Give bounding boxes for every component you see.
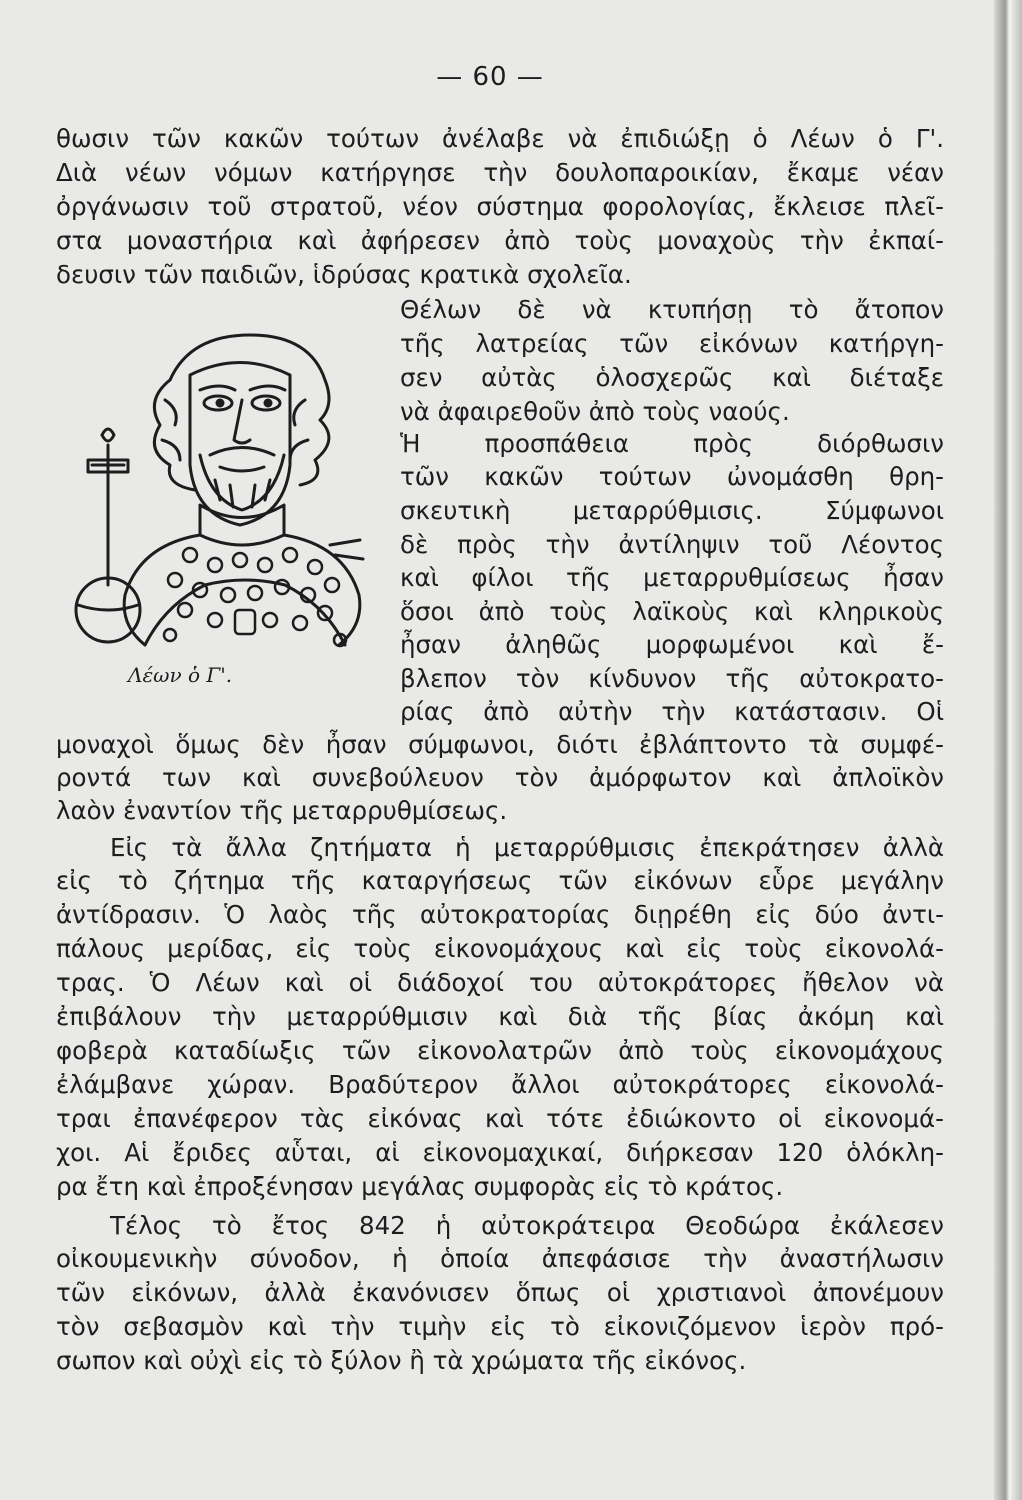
text-line: Εἰς τὰ ἄλλα ζητήματα ἡ μεταρρύθμισις ἐπεκράτησεν ἀλλὰ [110, 833, 944, 862]
text-line: Διὰ νέων νόμων κατήργησε τὴν δουλοπαροικίαν, ἔκαμε νέαν [56, 158, 944, 187]
text-line: σκευτικὴ μεταρρύθμισις. Σύμφωνοι [400, 496, 944, 525]
text-line: εἰς τὸ ζήτημα τῆς καταργήσεως τῶν εἰκόνων εὗρε μεγάλην [56, 866, 944, 895]
text-line: πάλους μερίδας, εἰς τοὺς εἰκονομάχους καὶ εἰς τοὺς εἰκονολά- [56, 934, 944, 963]
text-line: τὸν σεβασμὸν καὶ τὴν τιμὴν εἰς τὸ εἰκονιζόμενον ἱερὸν πρό- [56, 1312, 944, 1341]
text-line: ἦσαν ἀληθῶς μορφωμένοι καὶ ἔ- [400, 630, 944, 659]
page-binding-edge [994, 0, 1022, 1500]
text-line: μοναχοὶ ὅμως δὲν ἦσαν σύμφωνοι, διότι ἐβλάπτοντο τὰ συμφέ- [56, 730, 944, 759]
text-line: τῶν εἰκόνων, ἀλλὰ ἐκανόνισεν ὅπως οἱ χριστιανοὶ ἀπονέμουν [56, 1278, 944, 1307]
text-line: ἀντίδρασιν. Ὁ λαὸς τῆς αὐτοκρατορίας διῃρέθη εἰς δύο ἀντι- [56, 900, 944, 929]
text-line: δὲ πρὸς τὴν ἀντίληψιν τοῦ Λέοντος [400, 530, 944, 559]
text-line: ἐλάμβανε χώραν. Βραδύτερον ἄλλοι αὐτοκράτορες εἰκονολά- [56, 1070, 944, 1099]
text-line: θωσιν τῶν κακῶν τούτων ἀνέλαβε νὰ ἐπιδιώξῃ ὁ Λέων ὁ Γ'. [56, 124, 944, 153]
text-line: νὰ ἀφαιρεθοῦν ἀπὸ τοὺς ναούς. [400, 397, 790, 426]
text-line: σεν αὐτὰς ὁλοσχερῶς καὶ διέταξε [400, 363, 944, 392]
text-line: ρίας ἀπὸ αὐτὴν τὴν κατάστασιν. Οἱ [400, 697, 944, 726]
text-line: ὀργάνωσιν τοῦ στρατοῦ, νέον σύστημα φορολογίας, ἔκλεισε πλεῖ- [56, 192, 944, 221]
text-line: Θέλων δὲ νὰ κτυπήσῃ τὸ ἄτοπον [400, 295, 944, 324]
illustration-caption: Λέων ὁ Γ'. [128, 663, 233, 687]
text-line: σωπον καὶ οὐχὶ εἰς τὸ ξύλον ἢ τὰ χρώματα τῆς εἰκόνος. [56, 1346, 747, 1375]
text-line: τῶν κακῶν τούτων ὠνομάσθη θρη- [400, 462, 944, 491]
text-line: βλεπον τὸν κίνδυνον τῆς αὐτοκρατο- [400, 664, 944, 693]
leo-iii-portrait-illustration [70, 305, 380, 675]
text-line: ρα ἔτη καὶ ἐπροξένησαν μεγάλας συμφορὰς εἰς τὸ κράτος. [56, 1172, 784, 1201]
text-line: ἐπιβάλουν τὴν μεταρρύθμισιν καὶ διὰ τῆς βίας ἀκόμη καὶ [56, 1002, 944, 1031]
text-line: Τέλος τὸ ἔτος 842 ἡ αὐτοκράτειρα Θεοδώρα ἐκάλεσεν [110, 1211, 944, 1240]
text-line: χοι. Αἱ ἔριδες αὗται, αἱ εἰκονομαχικαί, διήρκεσαν 120 ὁλόκλη- [56, 1138, 944, 1167]
text-line: ὅσοι ἀπὸ τοὺς λαϊκοὺς καὶ κληρικοὺς [400, 597, 944, 626]
text-line: τραι ἐπανέφερον τὰς εἰκόνας καὶ τότε ἐδιώκοντο οἱ εἰκονομά- [56, 1104, 944, 1133]
text-line: Ἡ προσπάθεια πρὸς διόρθωσιν [400, 429, 944, 458]
text-line: λαὸν ἐναντίον τῆς μεταρρυθμίσεως. [56, 796, 508, 825]
text-line: τῆς λατρείας τῶν εἰκόνων κατήργη- [400, 329, 944, 358]
text-line: δευσιν τῶν παιδιῶν, ἱδρύσας κρατικὰ σχολεῖα. [56, 260, 632, 289]
text-line: ροντά των καὶ συνεβούλευον τὸν ἀμόρφωτον καὶ ἀπλοϊκὸν [56, 763, 944, 792]
text-line: φοβερὰ καταδίωξις τῶν εἰκονολατρῶν ἀπὸ τοὺς εἰκονομάχους [56, 1036, 944, 1065]
text-line: στα μοναστήρια καὶ ἀφήρεσεν ἀπὸ τοὺς μοναχοὺς τὴν ἐκπαί- [56, 226, 944, 255]
page-number: — 60 — [436, 62, 544, 92]
text-line: οἰκουμενικὴν σύνοδον, ἡ ὁποία ἀπεφάσισε τὴν ἀναστήλωσιν [56, 1244, 944, 1273]
text-line: καὶ φίλοι τῆς μεταρρυθμίσεως ἦσαν [400, 563, 944, 592]
text-line: τρας. Ὁ Λέων καὶ οἱ διάδοχοί του αὐτοκράτορες ἤθελον νὰ [56, 968, 944, 997]
